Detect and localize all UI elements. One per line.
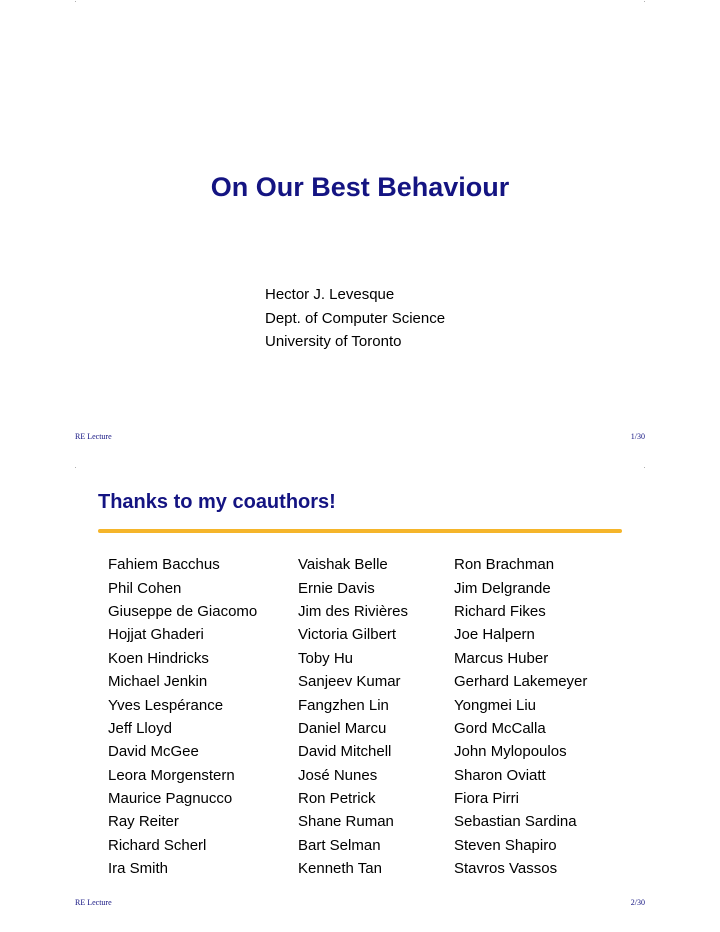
coauthor-name: Sharon Oviatt (454, 766, 546, 784)
table-row (108, 740, 634, 763)
coauthor-name: Stavros Vassos (454, 860, 558, 878)
coauthor-name: Vaishak Belle (298, 556, 388, 574)
coauthor-name: Gord McCalla (454, 719, 546, 737)
coauthor-name: Ernie Davis (298, 579, 375, 597)
coauthor-name: Koen Hindricks (108, 649, 209, 667)
coauthor-name: Jim Delgrande (454, 579, 551, 597)
slide-footer (0, 898, 720, 910)
author-institution: University of Toronto (265, 333, 402, 350)
author-department: Dept. of Computer Science (265, 309, 446, 327)
table-row (108, 764, 634, 787)
slide-footer (0, 432, 720, 444)
coauthor-name: Fahiem Bacchus (108, 556, 220, 574)
coauthors-table (108, 553, 634, 880)
coauthor-name: Sebastian Sardina (454, 813, 577, 831)
table-row (108, 693, 634, 716)
author-block (265, 283, 445, 354)
coauthor-name: Daniel Marcu (298, 719, 387, 737)
author-name: Hector J. Levesque (265, 286, 395, 303)
coauthor-name: Phil Cohen (108, 579, 182, 597)
coauthor-name: Maurice Pagnucco (108, 790, 233, 808)
coauthor-name: Jeff Lloyd (108, 719, 172, 737)
table-row (108, 553, 634, 576)
coauthor-name: Kenneth Tan (298, 860, 382, 878)
coauthor-name: Yves Lespérance (108, 696, 224, 714)
coauthor-name: Joe Halpern (454, 626, 535, 644)
coauthor-name: Gerhard Lakemeyer (454, 673, 588, 691)
title-underline (98, 529, 622, 533)
footer-course-label: RE Lecture (75, 898, 112, 907)
table-row (108, 857, 634, 880)
table-row (108, 647, 634, 670)
coauthor-name: Ron Brachman (454, 556, 555, 574)
footer-page-number: 1/30 (630, 432, 645, 441)
coauthor-name: Richard Scherl (108, 836, 207, 854)
coauthor-name: David McGee (108, 743, 199, 761)
coauthor-name: Ron Petrick (298, 790, 376, 808)
slide-title: On Our Best Behaviour (210, 172, 510, 202)
table-row (108, 623, 634, 646)
table-row (108, 834, 634, 857)
coauthor-name: Steven Shapiro (454, 836, 557, 854)
coauthor-name: Yongmei Liu (454, 696, 537, 714)
table-row (108, 810, 634, 833)
coauthor-name: Toby Hu (298, 649, 354, 667)
corner-mark (644, 467, 645, 468)
coauthor-name: Leora Morgenstern (108, 766, 235, 784)
coauthor-name: Sanjeev Kumar (298, 673, 401, 691)
coauthor-name: Shane Ruman (298, 813, 394, 831)
footer-course-label: RE Lecture (75, 432, 112, 441)
table-row (108, 600, 634, 623)
coauthor-name: Victoria Gilbert (298, 626, 397, 644)
coauthor-name: Fangzhen Lin (298, 696, 389, 714)
corner-mark (644, 1, 645, 2)
coauthor-name: Ray Reiter (108, 813, 179, 831)
corner-mark (75, 467, 76, 468)
coauthor-name: Jim des Rivières (298, 602, 409, 620)
coauthor-name: Giuseppe de Giacomo (108, 602, 258, 620)
table-row (108, 787, 634, 810)
coauthor-name: Fiora Pirri (454, 790, 520, 808)
coauthor-name: Marcus Huber (454, 649, 549, 667)
table-row (108, 717, 634, 740)
slide-2 (0, 466, 720, 932)
coauthor-name: David Mitchell (298, 743, 392, 761)
slide-title: Thanks to my coauthors! (98, 491, 336, 513)
coauthor-name: Hojjat Ghaderi (108, 626, 204, 644)
table-row (108, 670, 634, 693)
coauthor-name: Bart Selman (298, 836, 381, 854)
table-row (108, 576, 634, 599)
coauthor-name: Michael Jenkin (108, 673, 208, 691)
coauthor-name: Richard Fikes (454, 602, 546, 620)
coauthor-name: John Mylopoulos (454, 743, 567, 761)
corner-mark (75, 1, 76, 2)
coauthor-name: José Nunes (298, 766, 378, 784)
coauthor-name: Ira Smith (108, 860, 169, 878)
footer-page-number: 2/30 (630, 898, 645, 907)
